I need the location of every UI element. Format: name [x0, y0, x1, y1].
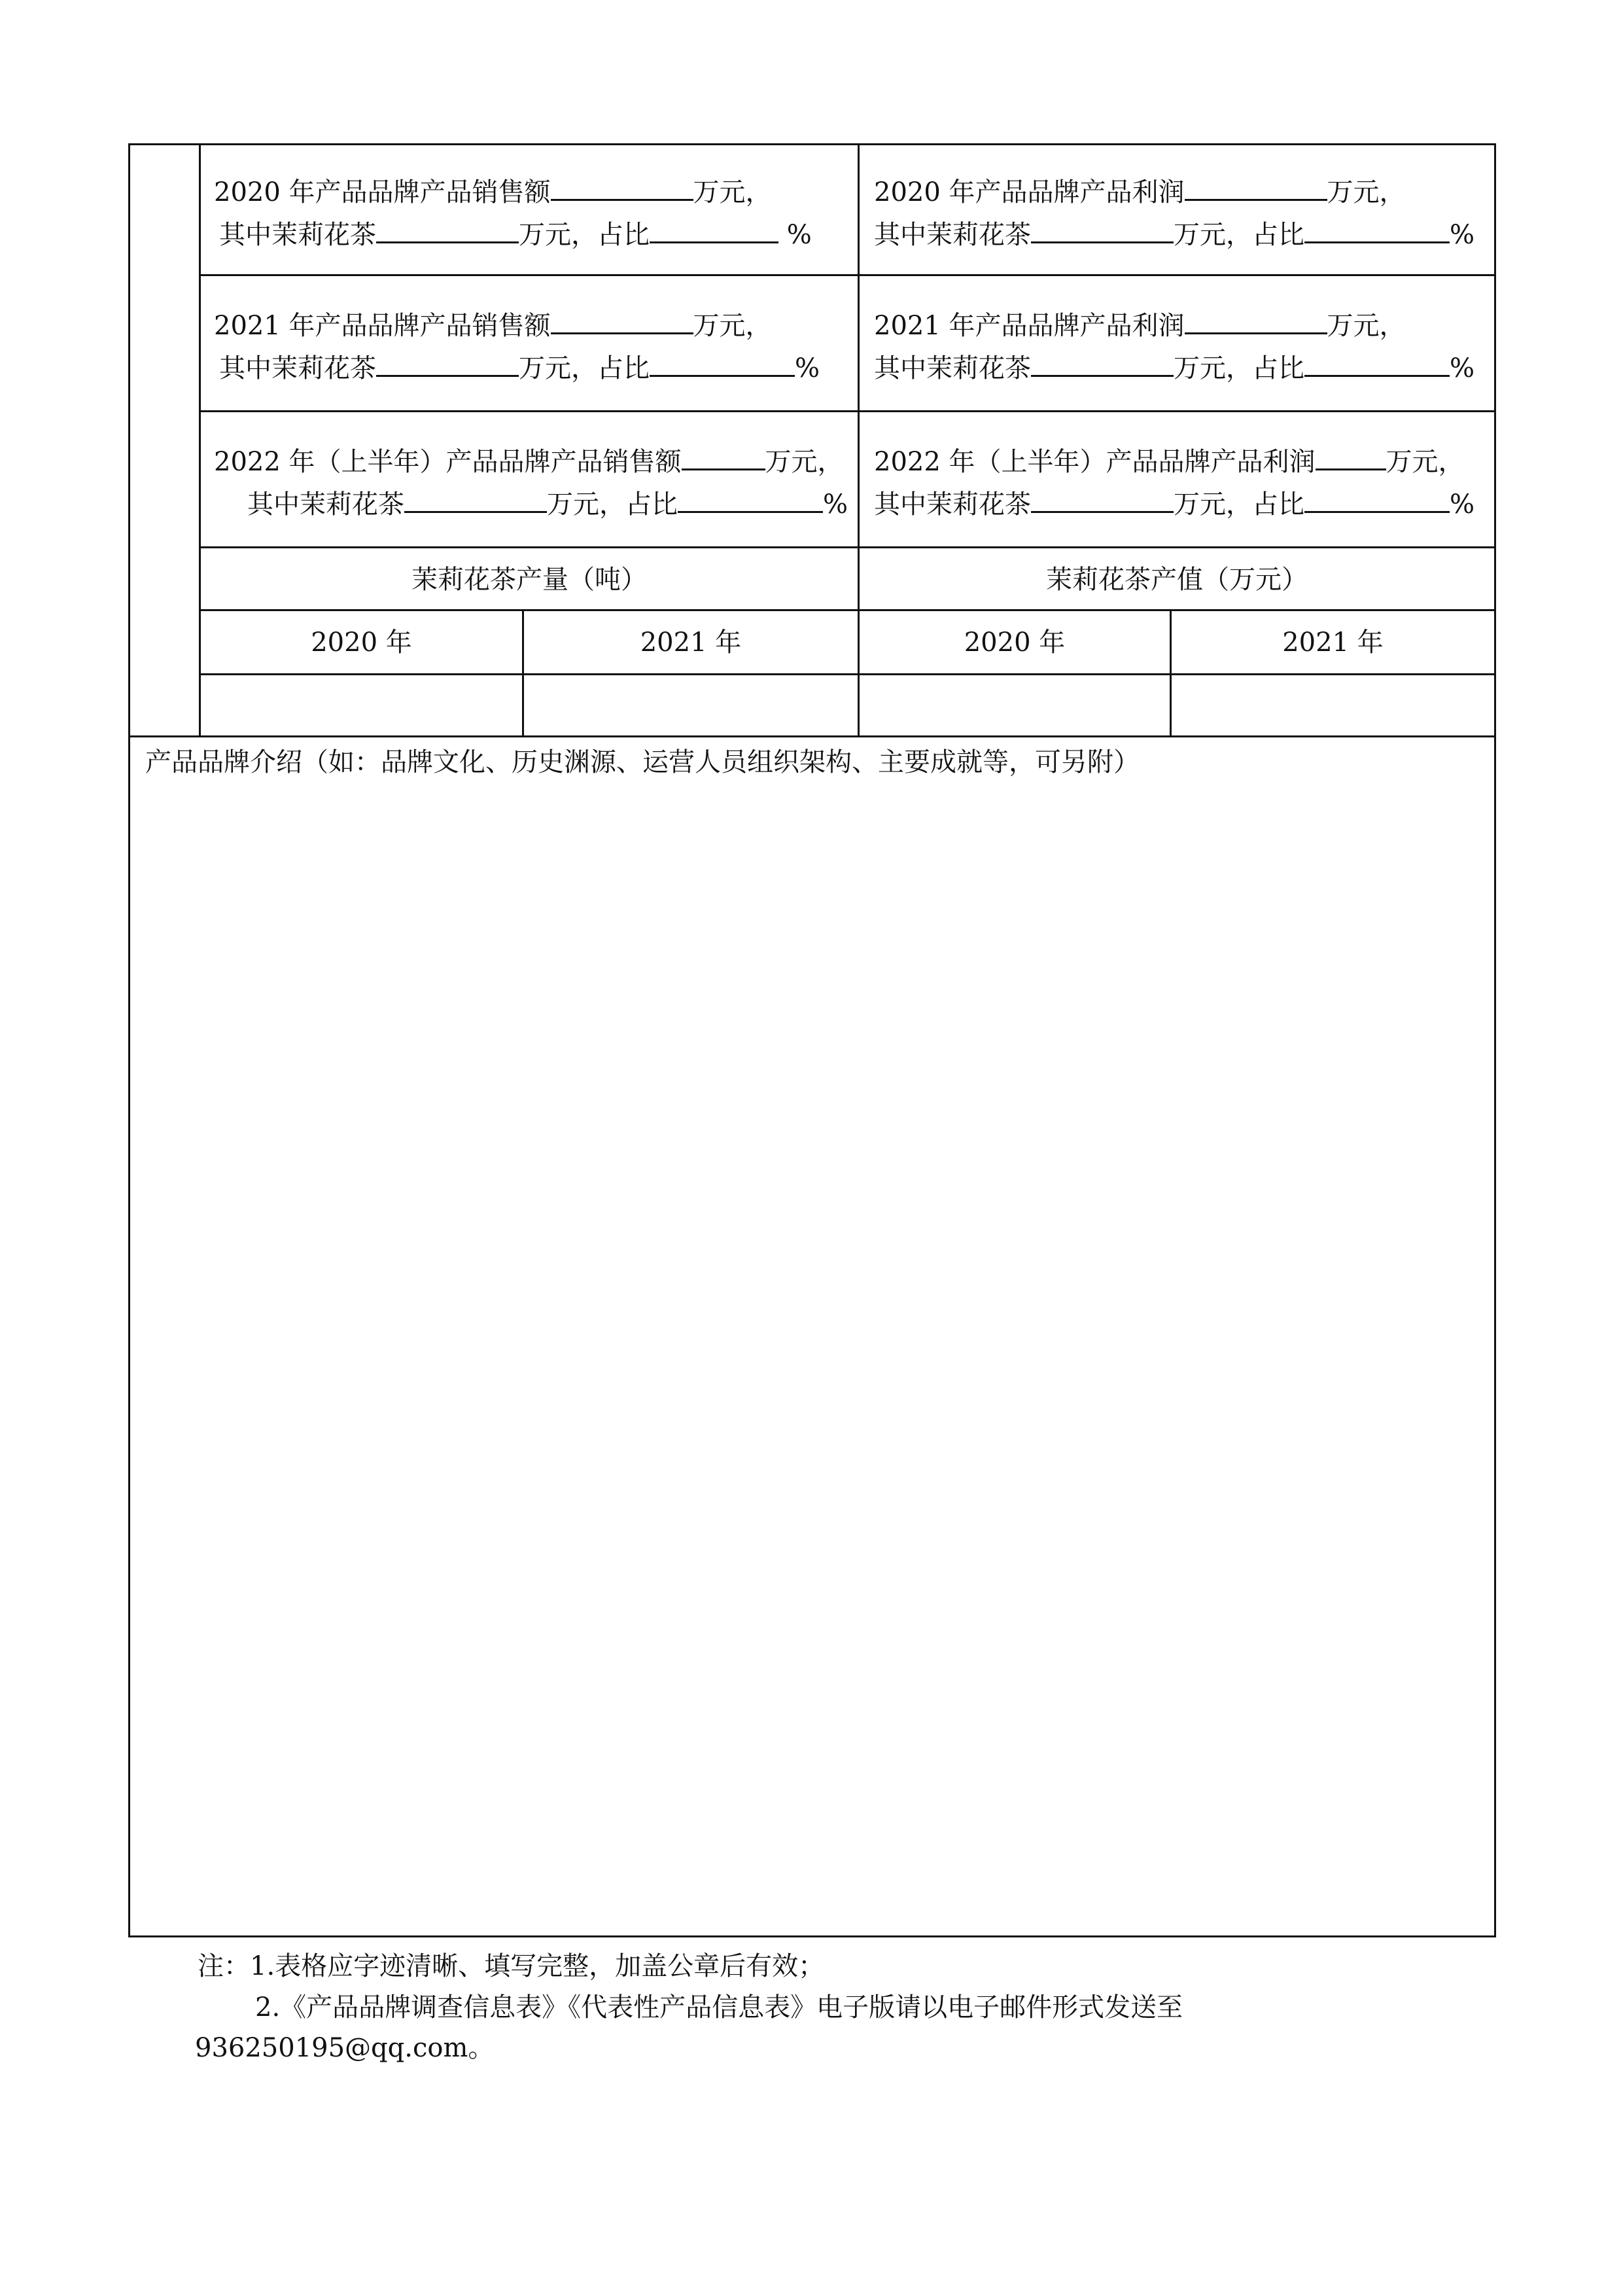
jasmine-profit-2021-blank[interactable]	[1031, 351, 1174, 377]
percent-sign: %	[795, 353, 820, 383]
volume-2020-value-cell[interactable]	[201, 680, 522, 733]
jasmine-share-2020-blank[interactable]	[650, 218, 778, 243]
jasmine-label: 其中茉莉花茶	[219, 220, 376, 250]
jasmine-label: 其中茉莉花茶	[247, 489, 404, 520]
year-header-volume-2021: 2021 年	[640, 627, 742, 658]
share-label: 万元，占比	[547, 489, 678, 520]
profit-2020-blank[interactable]	[1185, 175, 1327, 201]
sales-2022h1-label: 2022 年（上半年）产品品牌产品销售额	[214, 447, 682, 477]
value-header: 茉莉花茶产值（万元）	[1046, 565, 1308, 595]
value-2021-value-cell[interactable]	[1172, 680, 1494, 733]
unit-label: 万元，	[693, 177, 772, 207]
share-label: 万元，占比	[1174, 353, 1304, 383]
profit-2021-label: 2021 年产品品牌产品利润	[874, 311, 1185, 341]
share-label: 万元，占比	[519, 220, 650, 250]
sales-2022h1-blank[interactable]	[682, 445, 765, 470]
unit-label: 万元，	[1327, 177, 1406, 207]
jasmine-profit-2022h1-blank[interactable]	[1031, 487, 1174, 513]
year-header-value-2020: 2020 年	[964, 627, 1066, 658]
percent-sign: %	[778, 220, 812, 250]
table-border-right	[1494, 143, 1496, 1937]
percent-sign: %	[1450, 489, 1475, 520]
row-divider-1	[199, 274, 1496, 276]
jasmine-share-2021-blank[interactable]	[650, 351, 795, 377]
volume-header: 茉莉花茶产量（吨）	[411, 565, 647, 595]
row-divider-4	[199, 609, 1496, 611]
percent-sign: %	[823, 489, 848, 520]
profit-2021-blank[interactable]	[1185, 309, 1327, 334]
profit-2020-label: 2020 年产品品牌产品利润	[874, 177, 1185, 207]
note-line-2: 2.《产品品牌调查信息表》《代表性产品信息表》电子版请以电子邮件形式发送至	[255, 1992, 1183, 2022]
sales-2021-label: 2021 年产品品牌产品销售额	[214, 311, 551, 341]
year-header-value-2021: 2021 年	[1282, 627, 1384, 658]
unit-label: 万元，	[693, 311, 772, 341]
volume-2021-value-cell[interactable]	[524, 680, 858, 733]
share-label: 万元，占比	[1174, 489, 1304, 520]
jasmine-profit-share-2021-blank[interactable]	[1304, 351, 1450, 377]
year-header-volume-2020: 2020 年	[311, 627, 412, 658]
table-border-top	[128, 143, 1496, 145]
intro-section-top	[128, 735, 1496, 737]
unit-label: 万元，	[1386, 447, 1465, 477]
jasmine-sales-2021-blank[interactable]	[376, 351, 519, 377]
jasmine-share-2022h1-blank[interactable]	[678, 487, 823, 513]
row-divider-5	[199, 673, 1496, 675]
jasmine-label: 其中茉莉花茶	[874, 353, 1031, 383]
jasmine-label: 其中茉莉花茶	[219, 353, 376, 383]
note-line-1: 注：1.表格应字迹清晰、填写完整，加盖公章后有效；	[198, 1951, 825, 1981]
value-2020-value-cell[interactable]	[860, 680, 1170, 733]
sales-2020-label: 2020 年产品品牌产品销售额	[214, 177, 551, 207]
share-label: 万元，占比	[519, 353, 650, 383]
profit-2022h1-label: 2022 年（上半年）产品品牌产品利润	[874, 447, 1316, 477]
unit-label: 万元，	[765, 447, 844, 477]
jasmine-label: 其中茉莉花茶	[874, 220, 1031, 250]
sales-2020-blank[interactable]	[551, 175, 693, 201]
profit-2022h1-blank[interactable]	[1316, 445, 1386, 470]
jasmine-label: 其中茉莉花茶	[874, 489, 1031, 520]
unit-label: 万元，	[1327, 311, 1406, 341]
row-divider-3	[199, 546, 1496, 548]
intro-text-area[interactable]	[130, 785, 1494, 1934]
row-divider-2	[199, 410, 1496, 412]
percent-sign: %	[1450, 220, 1475, 250]
jasmine-profit-share-2022h1-blank[interactable]	[1304, 487, 1450, 513]
table-border-bottom	[128, 1935, 1496, 1937]
jasmine-profit-2020-blank[interactable]	[1031, 218, 1174, 243]
sales-2021-blank[interactable]	[551, 309, 693, 334]
jasmine-sales-2020-blank[interactable]	[376, 218, 519, 243]
note-line-3-email: 936250195@qq.com。	[195, 2033, 495, 2063]
intro-label: 产品品牌介绍（如：品牌文化、历史渊源、运营人员组织架构、主要成就等，可另附）	[145, 747, 1140, 777]
jasmine-sales-2022h1-blank[interactable]	[404, 487, 547, 513]
share-label: 万元，占比	[1174, 220, 1304, 250]
percent-sign: %	[1450, 353, 1475, 383]
jasmine-profit-share-2020-blank[interactable]	[1304, 218, 1450, 243]
